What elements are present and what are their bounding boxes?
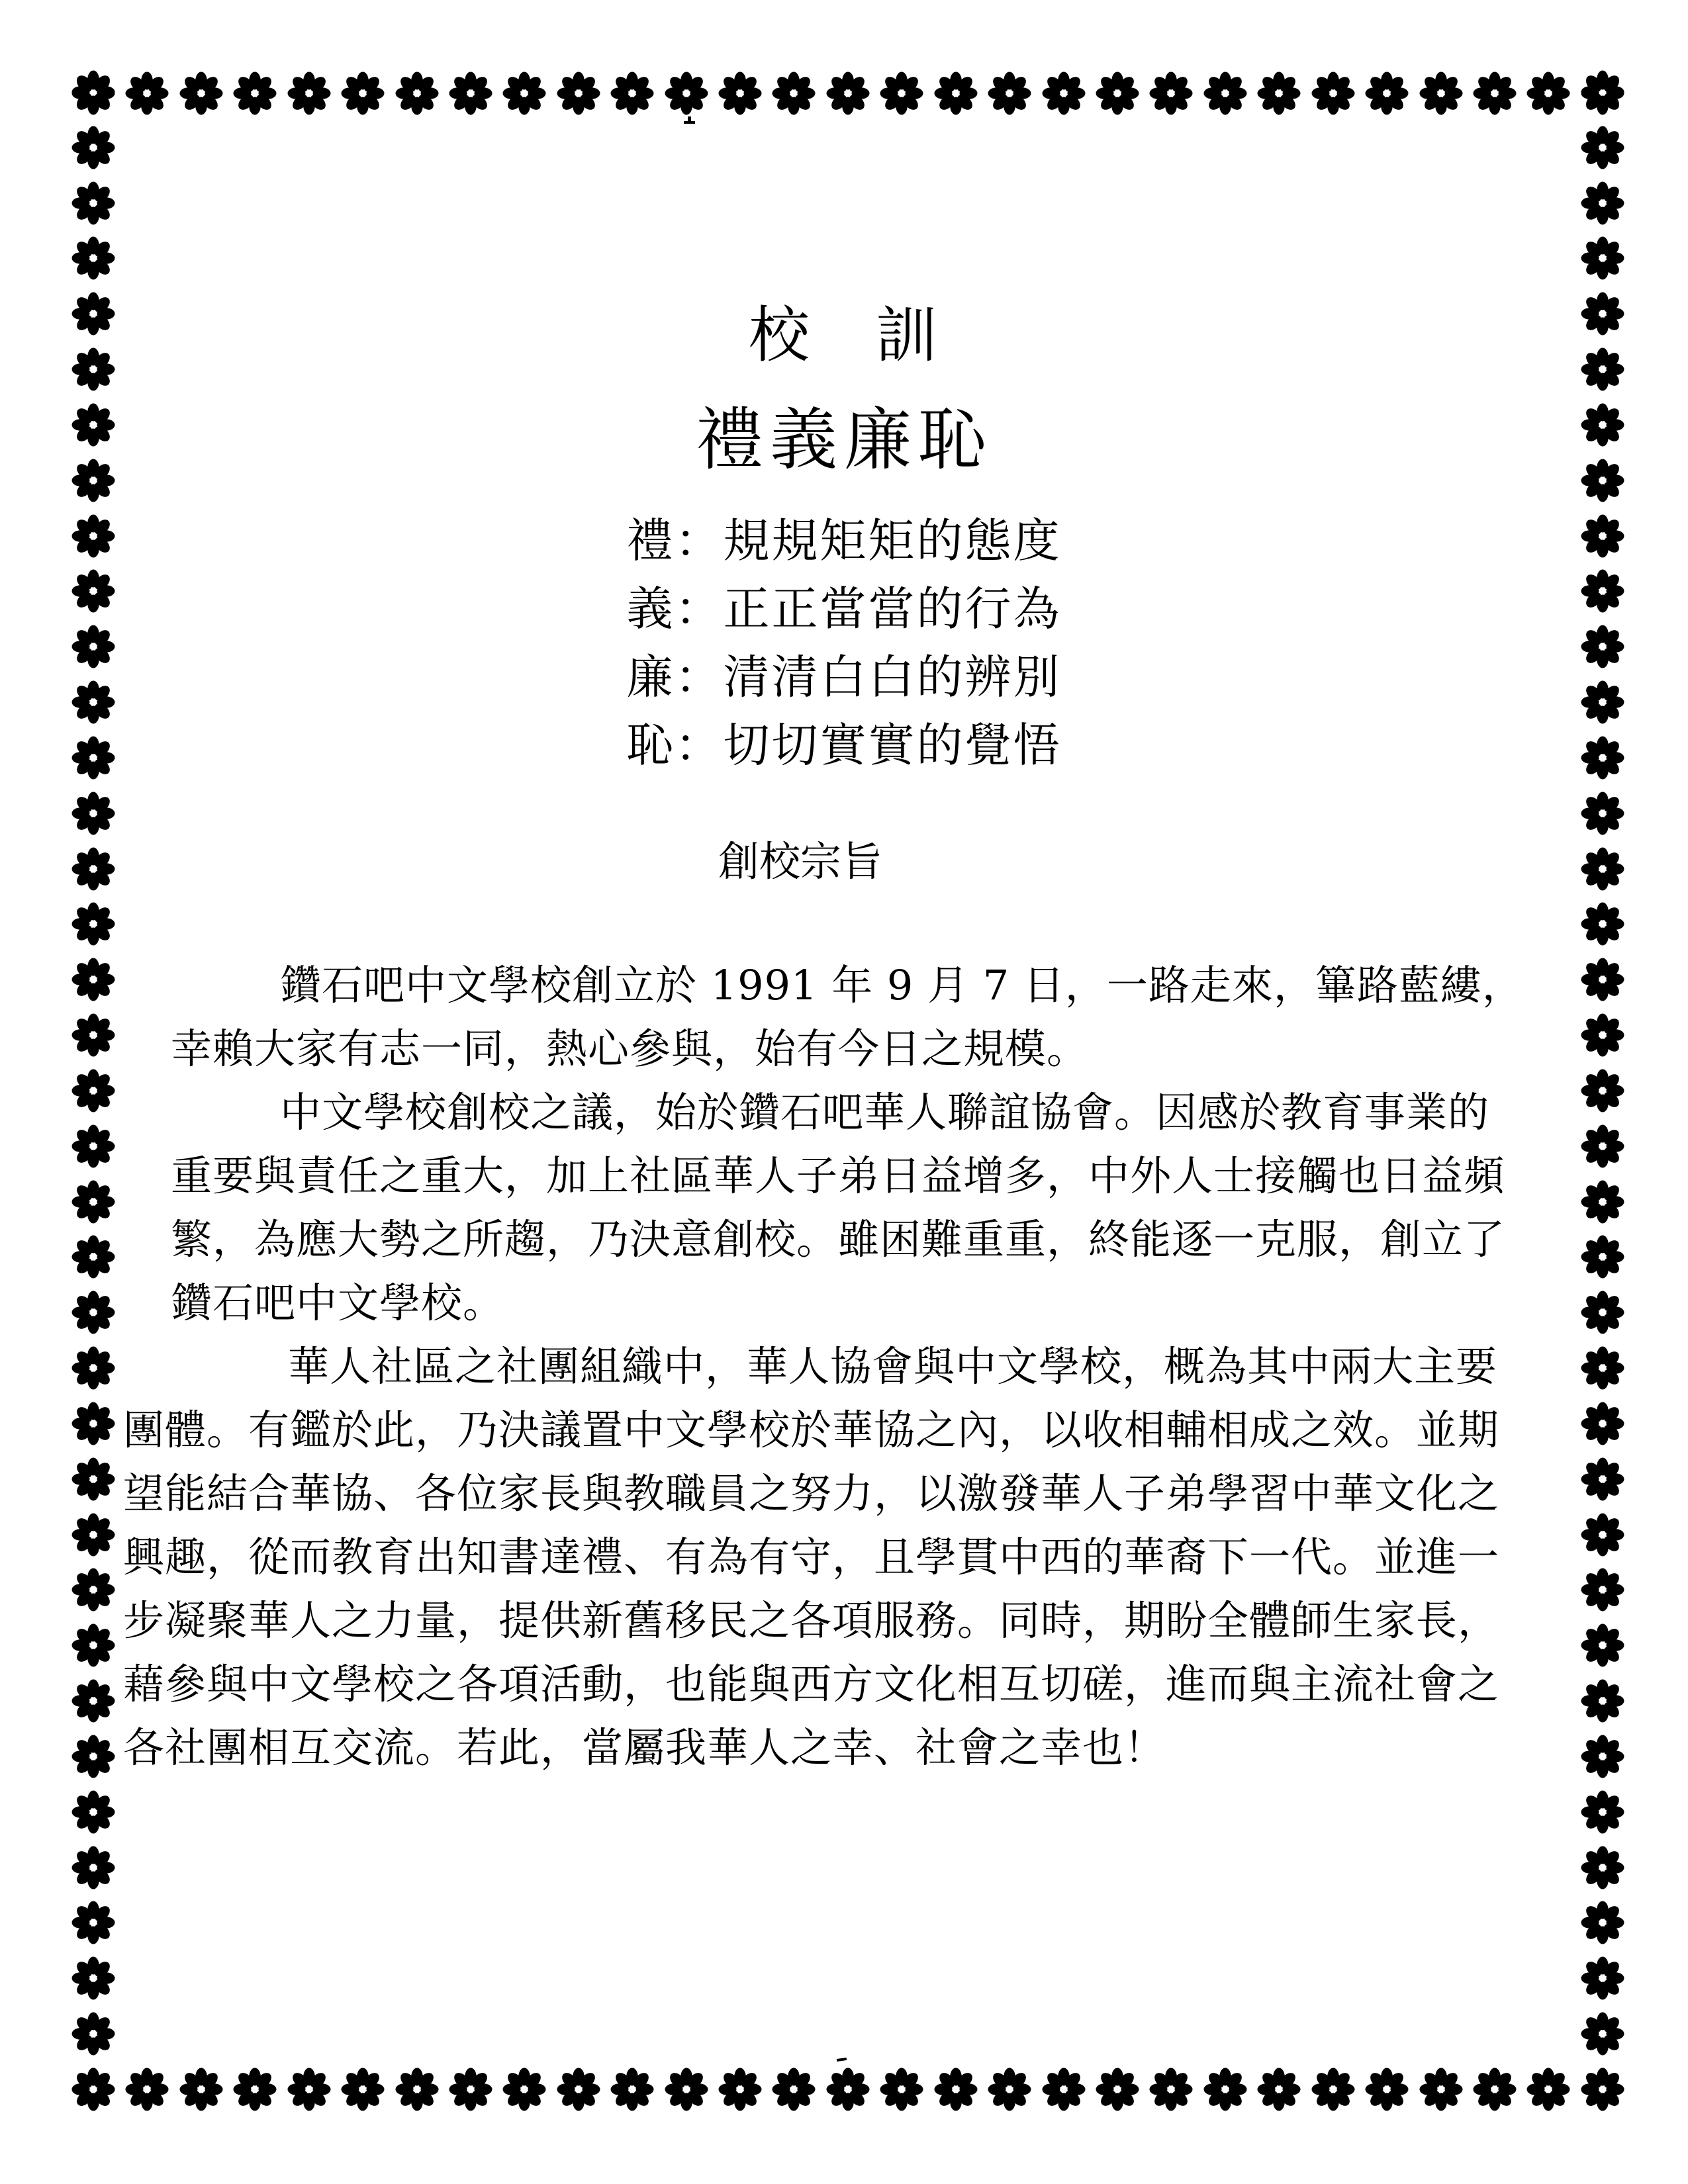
flower-ornament-icon xyxy=(1257,71,1301,115)
flower-ornament-icon xyxy=(988,2068,1031,2111)
section-heading: 創校宗旨 xyxy=(718,837,882,886)
motto-definition-line: 恥：切切實實的覺悟 xyxy=(626,718,1062,772)
flower-ornament-icon xyxy=(557,2068,600,2111)
flower-ornament-icon xyxy=(610,71,654,115)
motto-definitions xyxy=(0,507,1688,780)
flower-ornament-icon xyxy=(1203,71,1247,115)
flower-ornament-icon xyxy=(1581,1901,1624,1944)
body-line: 鑽石吧中文學校創立於 1991 年 9 月 7 日，一路走來，篳路藍縷， xyxy=(280,961,1524,1009)
flower-ornament-icon xyxy=(880,71,923,115)
flower-ornament-icon xyxy=(125,71,169,115)
flower-ornament-icon xyxy=(233,71,277,115)
motto-definition-line: 義：正正當當的行為 xyxy=(626,582,1062,636)
flower-ornament-icon xyxy=(395,71,439,115)
flower-ornament-icon xyxy=(287,71,331,115)
flower-ornament-icon xyxy=(1473,71,1517,115)
flower-ornament-icon xyxy=(71,236,115,280)
body-line: 鑽石吧中文學校。 xyxy=(171,1279,505,1327)
flower-ornament-icon xyxy=(557,71,600,115)
flower-ornament-icon xyxy=(1419,2068,1463,2111)
flower-ornament-icon xyxy=(718,2068,762,2111)
body-line: 興趣，從而教育出知書達禮、有為有守，且學貫中西的華裔下一代。並進一 xyxy=(123,1533,1500,1581)
body-line: 各社團相互交流。若此，當屬我華人之幸、社會之幸也！ xyxy=(123,1723,1166,1772)
body-line: 望能結合華協、各位家長與教職員之努力，以激發華人子弟學習中華文化之 xyxy=(123,1469,1500,1518)
flower-ornament-icon xyxy=(71,1901,115,1944)
school-motto: 禮義廉恥 xyxy=(696,401,992,480)
flower-ornament-icon xyxy=(125,2068,169,2111)
flower-ornament-icon xyxy=(1581,1956,1624,2000)
scan-artifact-speck xyxy=(837,2058,847,2062)
flower-ornament-icon xyxy=(880,2068,923,2111)
body-line: 步凝聚華人之力量，提供新舊移民之各項服務。同時，期盼全體師生家長， xyxy=(123,1596,1500,1645)
body-line: 繁，為應大勢之所趨，乃決意創校。雖困難重重，終能逐一克服，創立了 xyxy=(171,1215,1506,1263)
flower-ornament-icon xyxy=(449,71,492,115)
flower-ornament-icon xyxy=(71,2012,115,2056)
flower-ornament-icon xyxy=(71,1790,115,1834)
flower-ornament-icon xyxy=(71,181,115,225)
body-line: 中文學校創校之議，始於鑽石吧華人聯誼協會。因感於教育事業的 xyxy=(280,1088,1490,1136)
flower-ornament-icon xyxy=(826,71,870,115)
border-bottom xyxy=(71,2068,1624,2111)
flower-ornament-icon xyxy=(1311,2068,1355,2111)
flower-ornament-icon xyxy=(502,71,546,115)
flower-ornament-icon xyxy=(826,2068,870,2111)
flower-ornament-icon xyxy=(71,902,115,946)
flower-ornament-icon xyxy=(1473,2068,1517,2111)
flower-ornament-icon xyxy=(665,71,708,115)
flower-ornament-icon xyxy=(1096,71,1139,115)
flower-ornament-icon xyxy=(772,71,816,115)
flower-ornament-icon xyxy=(934,71,978,115)
border-top xyxy=(71,71,1624,115)
body-line: 華人社區之社團組織中，華人協會與中文學校，概為其中兩大主要 xyxy=(288,1342,1498,1390)
flower-ornament-icon xyxy=(1526,2068,1570,2111)
flower-ornament-icon xyxy=(287,2068,331,2111)
flower-ornament-icon xyxy=(179,71,223,115)
scan-artifact-speck xyxy=(684,121,695,124)
motto-definition-line: 廉：清清白白的辨別 xyxy=(626,650,1062,704)
flower-ornament-icon xyxy=(449,2068,492,2111)
flower-ornament-icon xyxy=(772,2068,816,2111)
flower-ornament-icon xyxy=(718,71,762,115)
flower-ornament-icon xyxy=(1365,2068,1409,2111)
mission-statement xyxy=(0,954,1688,1780)
flower-ornament-icon xyxy=(179,2068,223,2111)
flower-ornament-icon xyxy=(1419,71,1463,115)
flower-ornament-icon xyxy=(71,792,115,835)
flower-ornament-icon xyxy=(1581,70,1624,114)
flower-ornament-icon xyxy=(1581,1846,1624,1889)
flower-ornament-icon xyxy=(71,1846,115,1889)
flower-ornament-icon xyxy=(610,2068,654,2111)
flower-ornament-icon xyxy=(71,1956,115,2000)
flower-ornament-icon xyxy=(1311,71,1355,115)
flower-ornament-icon xyxy=(1149,2068,1193,2111)
flower-ornament-icon xyxy=(1581,792,1624,835)
flower-ornament-icon xyxy=(988,71,1031,115)
flower-ornament-icon xyxy=(502,2068,546,2111)
flower-ornament-icon xyxy=(1365,71,1409,115)
flower-ornament-icon xyxy=(665,2068,708,2111)
body-line: 藉參與中文學校之各項活動，也能與西方文化相互切磋，進而與主流社會之 xyxy=(123,1660,1500,1708)
flower-ornament-icon xyxy=(1581,2068,1624,2111)
flower-ornament-icon xyxy=(1581,181,1624,225)
body-line: 幸賴大家有志一同，熱心參與，始有今日之規模。 xyxy=(171,1024,1089,1073)
flower-ornament-icon xyxy=(1581,2012,1624,2056)
flower-ornament-icon xyxy=(1042,2068,1086,2111)
flower-ornament-icon xyxy=(1203,2068,1247,2111)
motto-definition-line: 禮：規規矩矩的態度 xyxy=(626,514,1062,568)
flower-ornament-icon xyxy=(71,70,115,114)
flower-ornament-icon xyxy=(71,126,115,169)
flower-ornament-icon xyxy=(1581,126,1624,169)
body-line: 重要與責任之重大，加上社區華人子弟日益增多，中外人士接觸也日益頻 xyxy=(171,1152,1506,1200)
body-line: 團體。有鑑於此，乃決議置中文學校於華協之內，以收相輔相成之效。並期 xyxy=(123,1406,1500,1454)
flower-ornament-icon xyxy=(1042,71,1086,115)
flower-ornament-icon xyxy=(71,2068,115,2111)
flower-ornament-icon xyxy=(1581,902,1624,946)
flower-ornament-icon xyxy=(341,71,385,115)
flower-ornament-icon xyxy=(1096,2068,1139,2111)
flower-ornament-icon xyxy=(233,2068,277,2111)
flower-ornament-icon xyxy=(1581,1790,1624,1834)
flower-ornament-icon xyxy=(1526,71,1570,115)
flower-ornament-icon xyxy=(1581,236,1624,280)
flower-ornament-icon xyxy=(934,2068,978,2111)
flower-ornament-icon xyxy=(395,2068,439,2111)
flower-ornament-icon xyxy=(341,2068,385,2111)
page-title: 校 訓 xyxy=(748,300,939,371)
flower-ornament-icon xyxy=(1257,2068,1301,2111)
flower-ornament-icon xyxy=(1149,71,1193,115)
